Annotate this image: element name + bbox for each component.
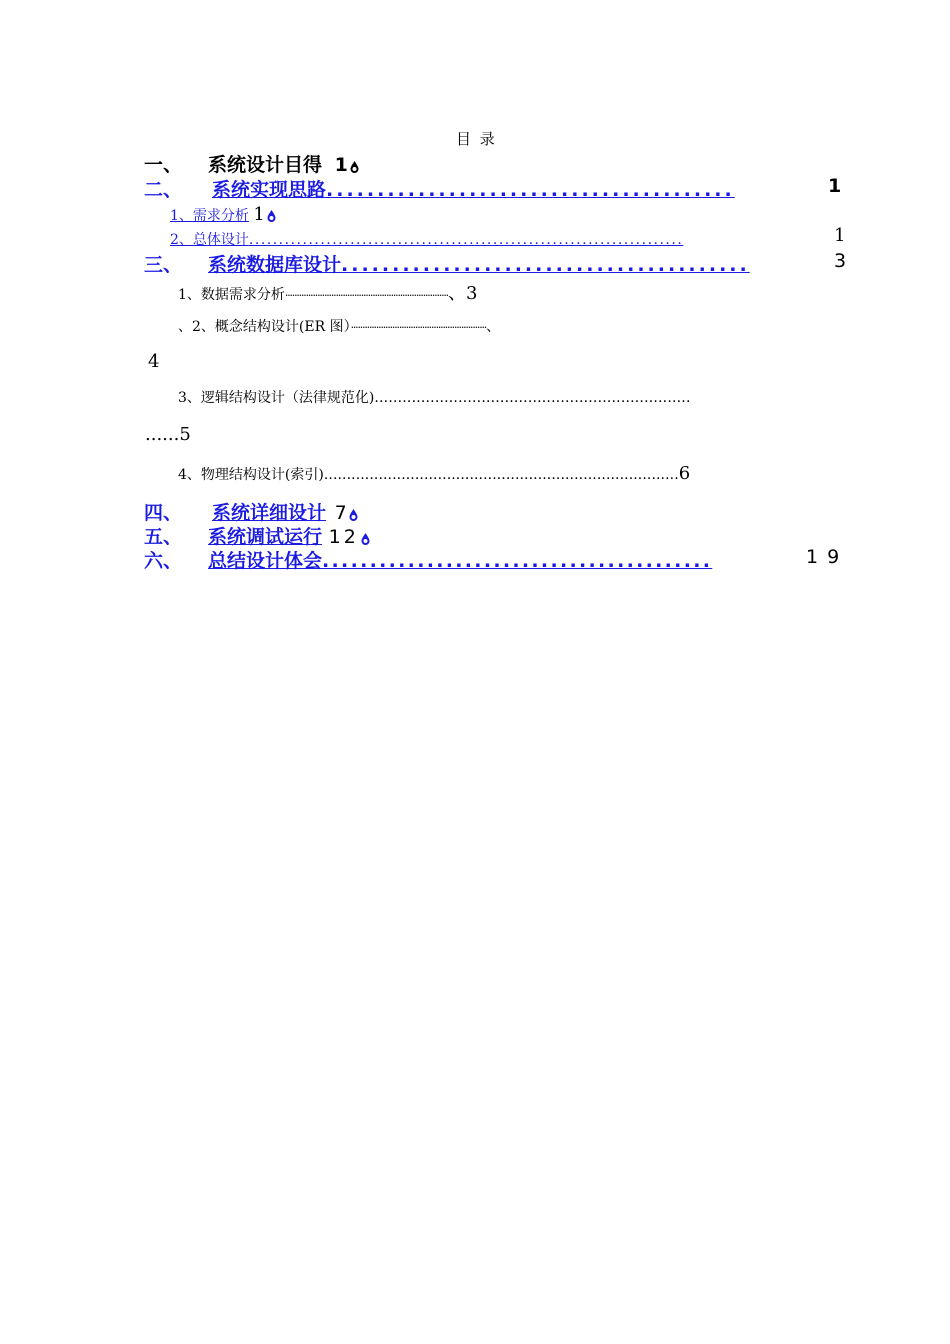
toc-entry-page: 1 (253, 204, 265, 225)
toc-entry-page: 1 (334, 154, 348, 176)
droplet-icon (349, 509, 358, 521)
toc-entry-page: 12 (328, 526, 359, 548)
toc-entry-ch3[interactable] (144, 250, 849, 277)
toc-entry-label: 1、数据需求分析 (178, 287, 285, 303)
toc-entry-page: 3 (834, 250, 847, 272)
toc-entry-label: 系统数据库设计 (208, 254, 342, 276)
toc-leader-dots: ......................................... (322, 550, 713, 572)
toc-entry-page: 19 (806, 546, 849, 568)
toc-leader-dots: .................................................................... (374, 390, 691, 406)
toc-entry-ch5[interactable] (144, 522, 370, 549)
toc-entry-ch3-3-page: ......5 (145, 424, 191, 445)
toc-entry-ch2-1[interactable] (170, 204, 276, 225)
droplet-icon (350, 161, 359, 173)
toc-entry-number: 六、 (144, 550, 183, 572)
toc-entry-ch1[interactable] (144, 150, 359, 177)
toc-entry-page: 1 (828, 175, 842, 197)
toc-entry-number: 二、 (144, 179, 183, 201)
toc-title: 目 录 (456, 130, 497, 148)
toc-entry-ch2[interactable] (144, 175, 844, 202)
toc-entry-label: 2、总体设计 (170, 232, 249, 248)
toc-leader-dots: ........................................ (341, 254, 750, 276)
toc-entry-ch3-1[interactable] (178, 279, 477, 305)
toc-leader-dots: ······································································· (284, 289, 448, 302)
toc-entry-label: 3、逻辑结构设计（法律规范化) (178, 390, 375, 406)
toc-entry-number: 五、 (144, 526, 183, 548)
toc-leader-dots: ··························································· (350, 321, 487, 334)
toc-entry-ch3-4[interactable] (178, 463, 690, 484)
toc-entry-tail: 、 (486, 319, 501, 335)
toc-leader-dots: ......................................................................... (248, 232, 684, 248)
droplet-icon (267, 210, 276, 222)
toc-entry-ch6[interactable] (144, 546, 849, 573)
toc-entry-number: 三、 (144, 254, 183, 276)
toc-entry-ch2-2[interactable] (170, 225, 846, 249)
toc-entry-ch3-3[interactable] (178, 387, 691, 407)
toc-entry-label: 1、需求分析 (170, 208, 249, 224)
toc-entry-page: 、3 (447, 283, 478, 304)
toc-leader-dots: .............................................................................. (323, 467, 679, 483)
toc-entry-label: 总结设计体会 (208, 550, 323, 572)
toc-entry-page: 7 (334, 502, 347, 524)
toc-entry-ch3-2[interactable] (178, 316, 500, 336)
toc-leader-dots: ........................................ (326, 179, 735, 201)
toc-entry-label: 系统设计目得 (208, 154, 323, 176)
toc-entry-number: 一、 (144, 154, 183, 176)
toc-entry-label: 4、物理结构设计(索引) (178, 467, 324, 483)
droplet-icon (361, 533, 370, 545)
toc-entry-label: 、2、概念结构设计(ER 图） (178, 319, 351, 335)
toc-entry-page: 6 (678, 463, 691, 484)
toc-entry-number: 四、 (144, 502, 183, 524)
toc-entry-label: 系统实现思路 (212, 179, 327, 201)
toc-entry-label: 系统调试运行 (208, 526, 323, 548)
toc-entry-label: 系统详细设计 (212, 502, 327, 524)
toc-entry-ch3-2-page: 4 (148, 351, 160, 372)
toc-entry-ch4[interactable] (144, 498, 358, 525)
toc-entry-page: 1 (834, 225, 846, 246)
